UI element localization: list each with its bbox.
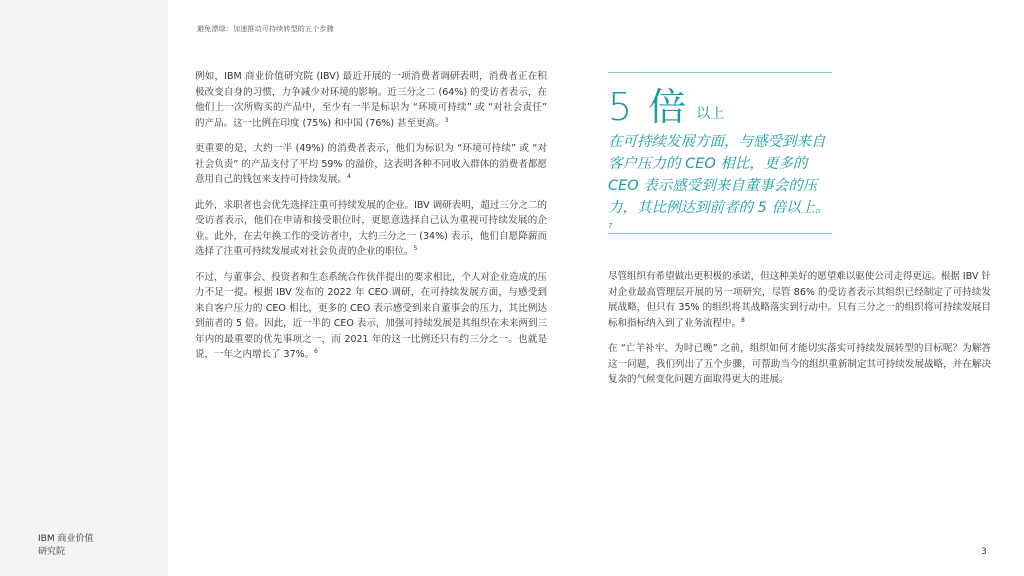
footnote-marker[interactable]: 3: [444, 116, 449, 124]
footnote-marker[interactable]: 7: [608, 222, 613, 231]
footnote-marker[interactable]: 4: [347, 172, 351, 180]
brand-logo-text: [38, 533, 93, 559]
page-header-title: 避免漂绿：加速推动可持续转型的五个步骤: [197, 25, 334, 33]
statistic-figure: [608, 83, 832, 127]
paragraph: [608, 341, 991, 388]
paragraph-text: 例如，IBM 商业价值研究院 (IBV) 最近开展的一项消费者调研表明，消费者正在积极改变自身的习惯，力争减少对环境的影响。近三分之二 (64%) 的受访者表示，在他们上一次所购买的产品中，至少有一半是标识为 “环境可持续” 或 “对社会责任” 的产品。这一比例在印度 (75%) 和中国 (76%) 甚至更高。: [195, 71, 547, 129]
callout-body: 在可持续发展方面，与感受到来自客户压力的 CEO 相比，更多的 CEO 表示感受到来自董事会的压力，其比例达到前者的 5 倍以上。: [608, 134, 830, 216]
statistic-value: 5 倍: [608, 85, 689, 129]
paragraph: [608, 269, 991, 331]
brand-line-1: IBM 商业价值: [38, 534, 94, 544]
paragraph: [195, 69, 547, 131]
paragraph-text: 在 “亡羊补牢、为时已晚” 之前，组织如何才能切实落实可持续发展转型的目标呢？为解答这一问题，我们列出了五个步骤，可帮助当今的组织重新制定其可持续发展战略，并在解决复杂的气候变化问题方面取得更大的进展。: [608, 343, 991, 385]
callout-text: [608, 131, 832, 241]
paragraph: [195, 270, 547, 363]
statistic-callout: [608, 72, 832, 234]
left-text-column: [195, 69, 547, 373]
paragraph-text: 尽管组织有希望做出更积极的承诺，但这种美好的愿望难以驱使公司走得更远。根据 IBV 针对企业最高管理层开展的另一项研究，尽管 86% 的受访者表示其组织已经制定了可持续发展战略，但只有 35% 的组织将其战略落实到行动中。只有三分之一的组织将可持续发展目标和指标纳入到了业务流程中。: [608, 271, 991, 329]
right-text-column: [608, 269, 991, 398]
paragraph-text: 更重要的是，大约一半 (49%) 的消费者表示，他们为标识为 “环境可持续” 或 “对社会负责” 的产品支付了平均 59% 的溢价，这表明各种不同收入群体的消费者都愿意用自己的钱包来支持可持续发展。: [195, 143, 547, 185]
footnote-marker[interactable]: 6: [314, 347, 318, 355]
paragraph-text: 此外，求职者也会优先选择注重可持续发展的企业。IBV 调研表明，超过三分之二的受访者表示，他们在申请和接受职位时，更愿意选择自己认为重视可持续发展的企业。此外，在去年换工作的受访者中，大约三分之一 (34%) 表示，他们自愿降薪而选择了注重可持续发展或对社会负责的企业的职位。: [195, 199, 547, 257]
statistic-unit: 以上: [696, 106, 725, 122]
footnote-marker[interactable]: 5: [413, 244, 418, 252]
footnote-marker[interactable]: 8: [741, 316, 745, 324]
page-number: 3: [981, 547, 987, 557]
brand-line-2: 研究院: [38, 547, 66, 557]
paragraph: [195, 198, 547, 260]
sidebar-panel: [0, 0, 168, 576]
paragraph-text: 不过，与董事会、投资者和生态系统合作伙伴提出的要求相比，个人对企业造成的压力不足一提。根据 IBV 发布的 2022 年 CEO 调研，在可持续发展方面，与感受到来自客户压力的 CEO 相比，更多的 CEO 表示感受到来自董事会的压力，其比例达到前者的 5 倍。因此，近一半的 CEO 表示，加强可持续发展是其组织在未来两到三年内的最重要的优先事项之一，而 2021 年的这一比例还只有约三分之一。也就是说，一年之内增长了 37%。: [195, 271, 547, 360]
paragraph: [195, 141, 547, 188]
